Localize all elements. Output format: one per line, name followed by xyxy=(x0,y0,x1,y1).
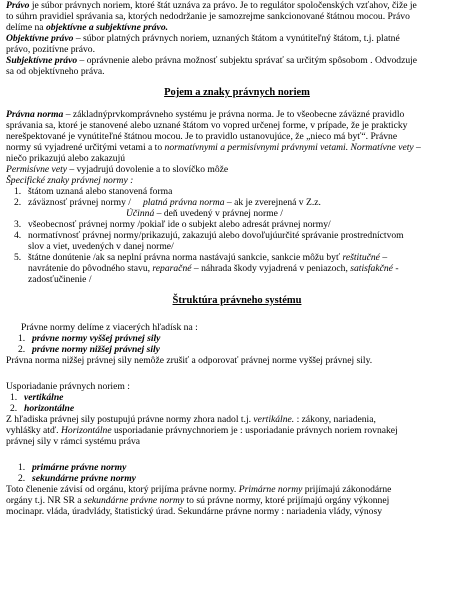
norm-line-4 xyxy=(6,142,468,153)
term-permissive: Permisívne vety xyxy=(6,164,67,175)
text-run: usporiadanie právnychnoriem je : usporiadanie právnych noriem rovnakej xyxy=(111,425,398,436)
text-run: prijímajú zákonodárne xyxy=(302,484,392,495)
italic-run: Horizontálne xyxy=(60,425,112,436)
italic-run: reparačné xyxy=(152,263,192,274)
italic-run: platná právna norma xyxy=(142,197,225,208)
list-text: normatívnosť právnej normy/prikazujú, zakazujú alebo dovoľujúurčité správanie prostredníctvom xyxy=(28,230,404,241)
list-text: primárne právne normy xyxy=(32,462,127,473)
list-item xyxy=(6,219,468,230)
text-run: – súbor platných právnych noriem, uznaných štátom a vynútiteľný štátom, t.j. platné xyxy=(73,33,400,44)
list-text: – náhrada škody vyjadrená v peniazoch, xyxy=(191,263,351,274)
text-run: Toto členenie závisí od orgánu, ktorý prijíma právne normy. xyxy=(6,484,239,495)
specific-features-label: Špecifické znaky právnej normy : xyxy=(6,175,134,186)
list-number: 1. xyxy=(10,392,18,403)
text-run: orgány t.j. NR SR a xyxy=(6,495,84,506)
list-item xyxy=(6,263,468,274)
section-heading-structure: Štruktúra právneho systému xyxy=(172,295,302,306)
list-number: 2. xyxy=(10,403,18,414)
text-run: : zákony, nariadenia, xyxy=(294,414,376,425)
text-run: je súbor právnych noriem, ktoré štát uznáva za právo. Je to regulátor spoločenských vzťahov, čiže je xyxy=(29,0,417,11)
list-item xyxy=(6,197,468,208)
arrangement-intro: Usporiadanie právnych noriem : xyxy=(6,381,130,392)
arrangement-line-2 xyxy=(6,425,468,436)
italic-run: Účinná xyxy=(126,208,155,219)
list-item xyxy=(6,333,468,344)
list-text: štátne donútenie /ak sa neplní právna norma nastávajú sankcie, sankcie môžu byť xyxy=(28,252,343,263)
norm-line-2: správania sa, ktoré je stanovené alebo uznané štátom vo vopred určenej forme, v prípade, že je prakticky xyxy=(6,120,408,131)
list-text: – xyxy=(379,252,388,263)
intro-line-3 xyxy=(6,22,468,33)
list-item xyxy=(6,186,468,197)
list-text: – ak je zverejnená v Z.z. xyxy=(224,197,321,208)
intro-line-2: to súhrn pravidiel správania sa, ktorých nedodržanie je samozrejme sankcionované štátnou mocou. Právo xyxy=(6,11,410,22)
list-text: právne normy vyššej právnej sily xyxy=(32,333,161,344)
list-number: 5. xyxy=(14,252,22,263)
list-item xyxy=(6,392,468,403)
force-note: Právna norma nižšej právnej sily nemôže zrušiť a odporovať právnej norme vyššej právnej sily. xyxy=(6,355,373,366)
list-text: záväznosť právnej normy / xyxy=(28,197,131,208)
objective-law-line-2: právo, pozitívne právo. xyxy=(6,44,95,55)
text-run: vyhlášky atď. xyxy=(6,425,61,436)
arrangement-line-3: právnej sily v rámci systému práva xyxy=(6,436,141,447)
emphasis: objektívne a subjektívne právo. xyxy=(45,22,169,33)
italic-run: sekundárne právne normy xyxy=(83,495,185,506)
arrangement-line-1 xyxy=(6,414,468,425)
italic-run: vertikálne. xyxy=(253,414,295,425)
list-item xyxy=(6,344,468,355)
list-number: 2. xyxy=(18,473,26,484)
list-text: právne normy nižšej právnej sily xyxy=(32,344,160,355)
division-intro: Právne normy delíme z viacerých hľadísk na : xyxy=(21,322,198,333)
primary-secondary-line-3: mocinapr. vláda, úradvlády, štatistický úrad. Sekundárne právne normy : nariadenia vlády, výnosy xyxy=(6,506,383,517)
list-text: – deň uvedený v právnej norme / xyxy=(154,208,283,219)
term-legal-norm: Právna norma xyxy=(6,109,64,120)
list-number: 1. xyxy=(14,186,22,197)
list-text: slov a viet, uvedených v danej norme/ xyxy=(28,241,174,252)
list-item xyxy=(6,241,468,252)
list-text: zadosťučinenie / xyxy=(28,274,92,285)
subjective-law-line-2: sa od objektívneho práva. xyxy=(6,66,105,77)
list-number: 4. xyxy=(14,230,22,241)
list-text: - xyxy=(392,263,399,274)
section-heading-norms: Pojem a znaky právnych noriem xyxy=(164,87,310,98)
list-text: vertikálne xyxy=(24,392,64,403)
text-run: – základnýprvkomprávneho systému je právna norma. Je to všeobecne záväzné pravidlo xyxy=(63,109,405,120)
term-subjective-law: Subjektívne právo xyxy=(6,55,78,66)
term-objective-law: Objektívne právo xyxy=(6,33,74,44)
list-text: horizontálne xyxy=(24,403,75,414)
list-item xyxy=(6,462,468,473)
list-number: 1. xyxy=(18,333,26,344)
primary-secondary-line-1 xyxy=(6,484,468,495)
subjective-law-line-1 xyxy=(6,55,468,66)
text-run: normy sú vyjadrené určitými vetami a to xyxy=(6,142,165,153)
primary-secondary-line-2 xyxy=(6,495,468,506)
list-text: všeobecnosť právnej normy /pokiaľ ide o subjekt alebo adresát právnej normy/ xyxy=(28,219,331,230)
italic-run: normatívnymi a permisívnymi právnymi vetami. Normatívne vety xyxy=(164,142,414,153)
objective-law-line-1 xyxy=(6,33,468,44)
text-run: – vyjadrujú dovolenie a to slovíčko môže xyxy=(67,164,229,175)
list-text: sekundárne právne normy xyxy=(32,473,136,484)
list-item xyxy=(6,252,468,263)
norm-line-3: nerešpektované je vynútiteľné štátnou mocou. Je to pravidlo ustanovujúce, že „nieco má byť“. Právne xyxy=(6,131,398,142)
list-item xyxy=(6,208,468,219)
list-number: 3. xyxy=(14,219,22,230)
list-item xyxy=(6,274,468,285)
list-number: 1. xyxy=(18,462,26,473)
text-run: – xyxy=(413,142,421,153)
features-list xyxy=(6,186,468,285)
list-text: štátom uznaná alebo stanovená forma xyxy=(28,186,173,197)
intro-line-1 xyxy=(6,0,468,11)
italic-run: reštitučné xyxy=(342,252,380,263)
list-item xyxy=(6,230,468,241)
text-run: – oprávnenie alebo právna možnosť subjektu správať sa určitým spôsobom . Odvodzuje xyxy=(77,55,418,66)
list-item xyxy=(6,403,468,414)
italic-run: satisfakčné xyxy=(350,263,393,274)
text-run: Z hľadiska právnej sily postupujú právne normy zhora nadol t.j. xyxy=(6,414,254,425)
list-number: 2. xyxy=(14,197,22,208)
list-number: 2. xyxy=(18,344,26,355)
list-text: navrátenie do pôvodného stavu, xyxy=(28,263,153,274)
text-run: to sú právne normy, ktoré prijímajú orgány výkonnej xyxy=(184,495,390,506)
norm-line-6 xyxy=(6,164,468,175)
norm-line-5: niečo prikazujú alebo zakazujú xyxy=(6,153,126,164)
italic-run: Primárne normy xyxy=(238,484,303,495)
term-pravo: Právo xyxy=(6,0,30,11)
text-run: delíme na xyxy=(6,22,46,33)
norm-line-1 xyxy=(6,109,468,120)
list-item xyxy=(6,473,468,484)
